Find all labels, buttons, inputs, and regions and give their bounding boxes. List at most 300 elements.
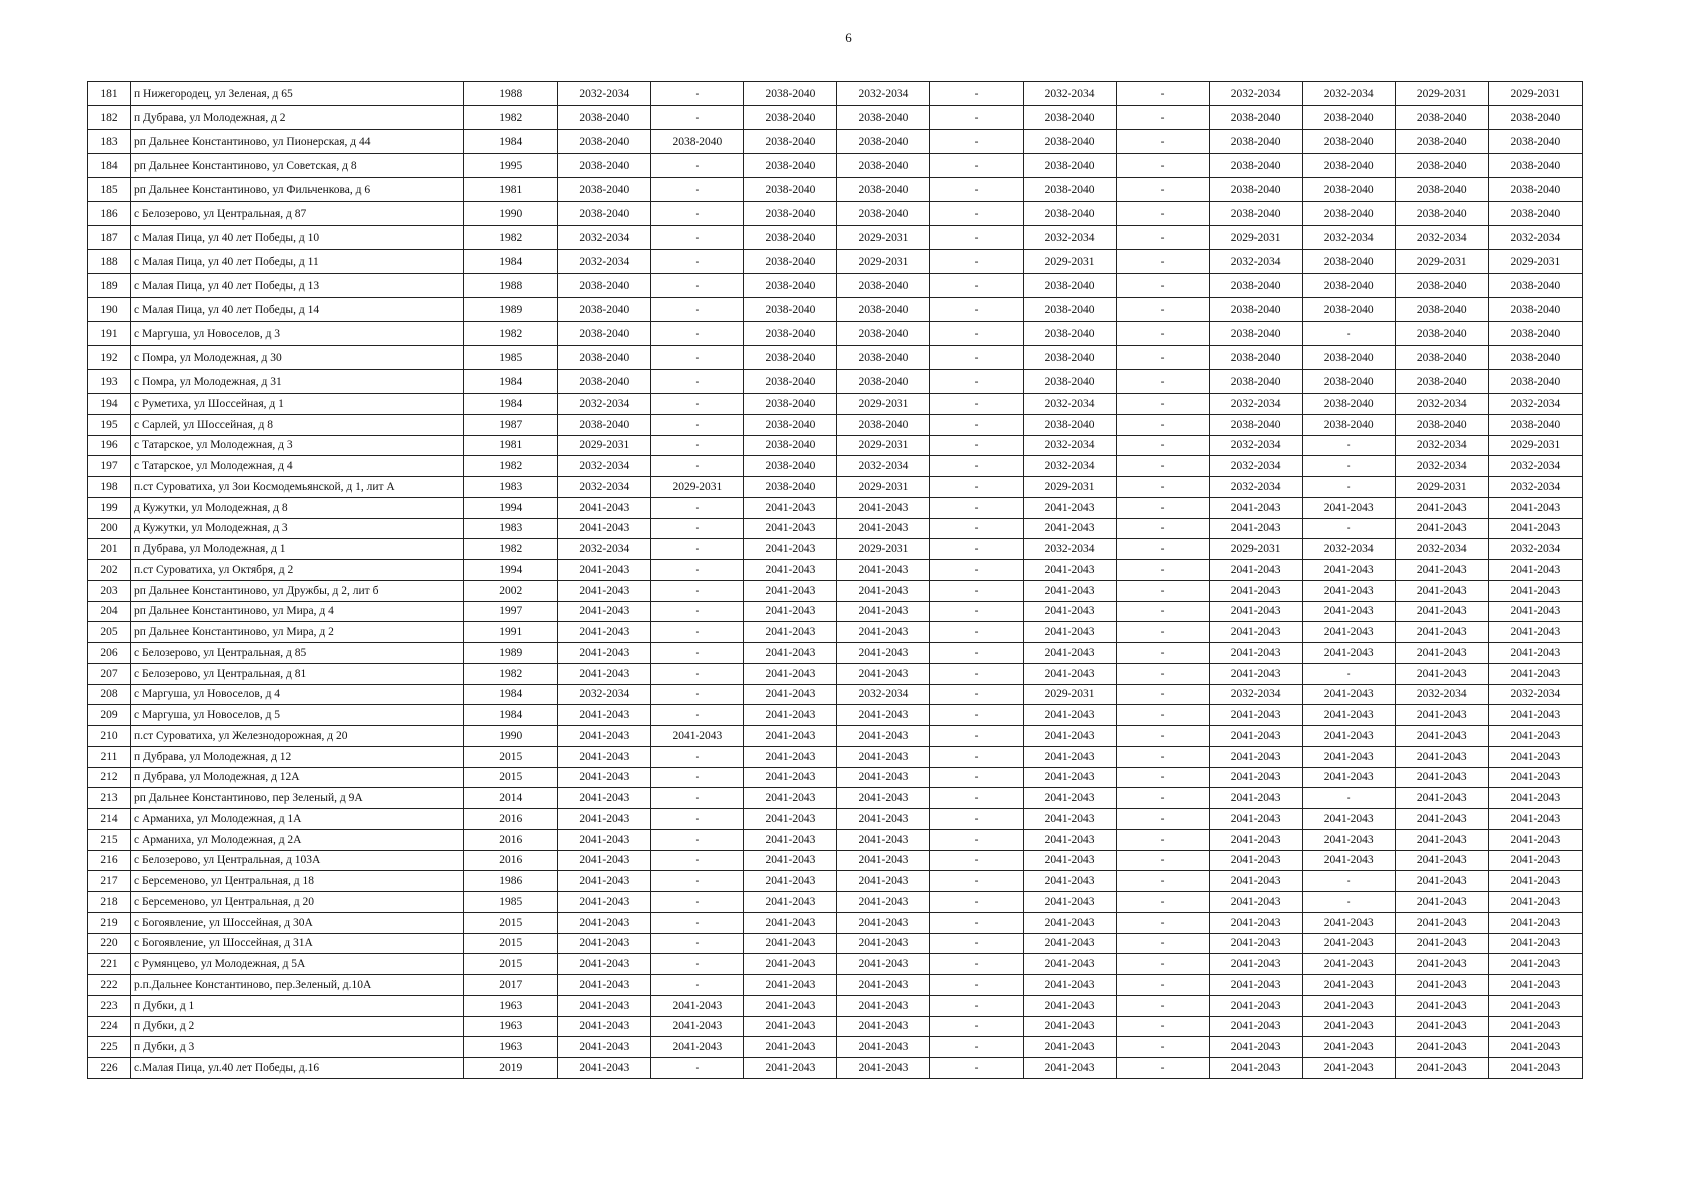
period-cell: 2029-2031 bbox=[1395, 82, 1488, 106]
period-cell: - bbox=[1116, 601, 1209, 622]
period-cell: 2038-2040 bbox=[744, 298, 837, 322]
address-cell: п Дубрава, ул Молодежная, д 2 bbox=[131, 106, 464, 130]
period-cell: 2041-2043 bbox=[558, 788, 651, 809]
address-cell: п Дубки, д 3 bbox=[131, 1037, 464, 1058]
table-row bbox=[88, 1037, 1583, 1058]
year-cell: 1991 bbox=[464, 622, 558, 643]
period-cell: 2038-2040 bbox=[837, 370, 930, 394]
period-cell: 2041-2043 bbox=[744, 1058, 837, 1079]
address-cell: с Татарское, ул Молодежная, д 4 bbox=[131, 456, 464, 477]
period-cell: 2038-2040 bbox=[837, 274, 930, 298]
address-cell: п Дубки, д 2 bbox=[131, 1016, 464, 1037]
period-cell: 2038-2040 bbox=[558, 274, 651, 298]
table-row bbox=[88, 497, 1583, 518]
period-cell: 2041-2043 bbox=[837, 560, 930, 581]
table-row bbox=[88, 954, 1583, 975]
period-cell: 2041-2043 bbox=[837, 933, 930, 954]
period-cell: - bbox=[651, 684, 744, 705]
period-cell: - bbox=[930, 154, 1023, 178]
period-cell: - bbox=[1116, 975, 1209, 996]
year-cell: 1984 bbox=[464, 684, 558, 705]
period-cell: 2041-2043 bbox=[1302, 954, 1395, 975]
period-cell: 2038-2040 bbox=[1209, 178, 1302, 202]
address-cell: п Нижегородец, ул Зеленая, д 65 bbox=[131, 82, 464, 106]
period-cell: 2038-2040 bbox=[744, 154, 837, 178]
period-cell: 2041-2043 bbox=[558, 518, 651, 539]
period-cell: - bbox=[930, 435, 1023, 456]
period-cell: - bbox=[1116, 663, 1209, 684]
period-cell: 2041-2043 bbox=[744, 871, 837, 892]
period-cell: 2041-2043 bbox=[558, 767, 651, 788]
period-cell: 2032-2034 bbox=[837, 684, 930, 705]
period-cell: - bbox=[1116, 746, 1209, 767]
table-row bbox=[88, 414, 1583, 435]
address-cell: с Маргуша, ул Новоселов, д 4 bbox=[131, 684, 464, 705]
period-cell: - bbox=[930, 414, 1023, 435]
period-cell: 2029-2031 bbox=[1023, 250, 1116, 274]
period-cell: 2041-2043 bbox=[1209, 497, 1302, 518]
period-cell: - bbox=[651, 274, 744, 298]
period-cell: 2041-2043 bbox=[744, 497, 837, 518]
period-cell: 2041-2043 bbox=[744, 684, 837, 705]
period-cell: 2032-2034 bbox=[1488, 226, 1582, 250]
table-row bbox=[88, 394, 1583, 415]
period-cell: 2041-2043 bbox=[837, 746, 930, 767]
period-cell: 2041-2043 bbox=[1302, 684, 1395, 705]
period-cell: 2038-2040 bbox=[744, 82, 837, 106]
period-cell: 2041-2043 bbox=[558, 643, 651, 664]
row-number-cell: 182 bbox=[88, 106, 131, 130]
period-cell: 2029-2031 bbox=[1023, 684, 1116, 705]
period-cell: 2041-2043 bbox=[744, 767, 837, 788]
period-cell: 2041-2043 bbox=[1209, 975, 1302, 996]
table-row bbox=[88, 975, 1583, 996]
period-cell: - bbox=[930, 580, 1023, 601]
row-number-cell: 206 bbox=[88, 643, 131, 664]
period-cell: 2041-2043 bbox=[1395, 746, 1488, 767]
period-cell: 2029-2031 bbox=[837, 250, 930, 274]
period-cell: 2038-2040 bbox=[1302, 394, 1395, 415]
year-cell: 1984 bbox=[464, 394, 558, 415]
year-cell: 1963 bbox=[464, 1016, 558, 1037]
period-cell: 2041-2043 bbox=[1488, 850, 1582, 871]
period-cell: 2041-2043 bbox=[837, 871, 930, 892]
period-cell: 2038-2040 bbox=[1302, 370, 1395, 394]
period-cell: 2041-2043 bbox=[1302, 912, 1395, 933]
period-cell: 2041-2043 bbox=[837, 975, 930, 996]
address-cell: с Малая Пица, ул 40 лет Победы, д 11 bbox=[131, 250, 464, 274]
row-number-cell: 186 bbox=[88, 202, 131, 226]
period-cell: 2038-2040 bbox=[744, 394, 837, 415]
period-cell: - bbox=[930, 663, 1023, 684]
period-cell: - bbox=[1116, 539, 1209, 560]
period-cell: - bbox=[651, 178, 744, 202]
period-cell: - bbox=[1116, 497, 1209, 518]
period-cell: 2041-2043 bbox=[1302, 975, 1395, 996]
year-cell: 1994 bbox=[464, 560, 558, 581]
table-row bbox=[88, 346, 1583, 370]
period-cell: 2038-2040 bbox=[1488, 322, 1582, 346]
period-cell: - bbox=[651, 622, 744, 643]
period-cell: 2041-2043 bbox=[1302, 622, 1395, 643]
period-cell: - bbox=[930, 539, 1023, 560]
address-cell: д Кужутки, ул Молодежная, д 3 bbox=[131, 518, 464, 539]
period-cell: - bbox=[651, 154, 744, 178]
period-cell: - bbox=[1116, 154, 1209, 178]
period-cell: 2038-2040 bbox=[1302, 178, 1395, 202]
period-cell: 2041-2043 bbox=[1302, 497, 1395, 518]
period-cell: 2038-2040 bbox=[1395, 414, 1488, 435]
table-row bbox=[88, 726, 1583, 747]
period-cell: - bbox=[1116, 82, 1209, 106]
period-cell: 2029-2031 bbox=[1395, 250, 1488, 274]
period-cell: 2041-2043 bbox=[1209, 560, 1302, 581]
period-cell: - bbox=[651, 539, 744, 560]
period-cell: 2041-2043 bbox=[1209, 643, 1302, 664]
period-cell: 2032-2034 bbox=[1488, 477, 1582, 498]
period-cell: 2038-2040 bbox=[1488, 346, 1582, 370]
year-cell: 1981 bbox=[464, 178, 558, 202]
address-cell: рп Дальнее Константиново, ул Советская, д 8 bbox=[131, 154, 464, 178]
period-cell: 2038-2040 bbox=[1395, 178, 1488, 202]
period-cell: - bbox=[651, 788, 744, 809]
period-cell: - bbox=[930, 250, 1023, 274]
year-cell: 1982 bbox=[464, 226, 558, 250]
period-cell: 2038-2040 bbox=[744, 414, 837, 435]
year-cell: 1985 bbox=[464, 346, 558, 370]
period-cell: - bbox=[1302, 663, 1395, 684]
period-cell: 2029-2031 bbox=[837, 435, 930, 456]
period-cell: 2041-2043 bbox=[1209, 933, 1302, 954]
period-cell: 2038-2040 bbox=[744, 370, 837, 394]
period-cell: - bbox=[1116, 912, 1209, 933]
period-cell: - bbox=[651, 435, 744, 456]
period-cell: - bbox=[1116, 684, 1209, 705]
address-cell: с Малая Пица, ул 40 лет Победы, д 10 bbox=[131, 226, 464, 250]
period-cell: - bbox=[1116, 1058, 1209, 1079]
period-cell: 2041-2043 bbox=[1488, 643, 1582, 664]
period-cell: 2041-2043 bbox=[1302, 601, 1395, 622]
period-cell: 2041-2043 bbox=[1023, 518, 1116, 539]
period-cell: 2038-2040 bbox=[744, 250, 837, 274]
period-cell: 2041-2043 bbox=[1023, 705, 1116, 726]
period-cell: 2041-2043 bbox=[1023, 788, 1116, 809]
period-cell: - bbox=[930, 809, 1023, 830]
period-cell: 2032-2034 bbox=[1209, 82, 1302, 106]
period-cell: 2038-2040 bbox=[744, 322, 837, 346]
period-cell: 2038-2040 bbox=[1488, 106, 1582, 130]
address-cell: п.ст Суроватиха, ул Зои Космодемьянской, д 1, лит А bbox=[131, 477, 464, 498]
period-cell: 2041-2043 bbox=[558, 850, 651, 871]
row-number-cell: 224 bbox=[88, 1016, 131, 1037]
period-cell: 2041-2043 bbox=[1023, 1016, 1116, 1037]
period-cell: 2041-2043 bbox=[1395, 767, 1488, 788]
row-number-cell: 190 bbox=[88, 298, 131, 322]
period-cell: 2038-2040 bbox=[558, 202, 651, 226]
period-cell: 2041-2043 bbox=[1023, 933, 1116, 954]
row-number-cell: 184 bbox=[88, 154, 131, 178]
year-cell: 1989 bbox=[464, 298, 558, 322]
period-cell: - bbox=[651, 705, 744, 726]
period-cell: 2041-2043 bbox=[1302, 580, 1395, 601]
address-cell: с Арманиха, ул Молодежная, д 2А bbox=[131, 829, 464, 850]
period-cell: - bbox=[1302, 788, 1395, 809]
address-cell: с Богоявление, ул Шоссейная, д 30А bbox=[131, 912, 464, 933]
period-cell: 2041-2043 bbox=[558, 912, 651, 933]
table-row bbox=[88, 298, 1583, 322]
address-cell: п Дубрава, ул Молодежная, д 12 bbox=[131, 746, 464, 767]
period-cell: 2041-2043 bbox=[1209, 1058, 1302, 1079]
table-row bbox=[88, 643, 1583, 664]
period-cell: 2041-2043 bbox=[1023, 892, 1116, 913]
period-cell: - bbox=[1116, 106, 1209, 130]
period-cell: 2041-2043 bbox=[744, 622, 837, 643]
period-cell: 2038-2040 bbox=[1023, 202, 1116, 226]
period-cell: 2041-2043 bbox=[1023, 560, 1116, 581]
period-cell: 2038-2040 bbox=[1209, 346, 1302, 370]
period-cell: 2041-2043 bbox=[1488, 809, 1582, 830]
row-number-cell: 226 bbox=[88, 1058, 131, 1079]
period-cell: - bbox=[651, 1058, 744, 1079]
table-row bbox=[88, 663, 1583, 684]
period-cell: - bbox=[930, 106, 1023, 130]
period-cell: - bbox=[1116, 726, 1209, 747]
period-cell: 2041-2043 bbox=[1302, 933, 1395, 954]
period-cell: - bbox=[930, 726, 1023, 747]
period-cell: 2038-2040 bbox=[558, 414, 651, 435]
table-row bbox=[88, 684, 1583, 705]
year-cell: 1984 bbox=[464, 250, 558, 274]
period-cell: 2041-2043 bbox=[1488, 1037, 1582, 1058]
period-cell: - bbox=[651, 767, 744, 788]
period-cell: 2041-2043 bbox=[1023, 829, 1116, 850]
period-cell: 2041-2043 bbox=[744, 995, 837, 1016]
period-cell: 2038-2040 bbox=[1395, 106, 1488, 130]
table-row bbox=[88, 202, 1583, 226]
period-cell: 2038-2040 bbox=[558, 322, 651, 346]
period-cell: - bbox=[1116, 414, 1209, 435]
period-cell: 2032-2034 bbox=[1488, 394, 1582, 415]
address-cell: п Дубки, д 1 bbox=[131, 995, 464, 1016]
period-cell: 2038-2040 bbox=[1302, 154, 1395, 178]
period-cell: 2038-2040 bbox=[558, 370, 651, 394]
period-cell: 2029-2031 bbox=[837, 477, 930, 498]
period-cell: 2029-2031 bbox=[1488, 250, 1582, 274]
year-cell: 2017 bbox=[464, 975, 558, 996]
period-cell: 2041-2043 bbox=[837, 1037, 930, 1058]
row-number-cell: 202 bbox=[88, 560, 131, 581]
period-cell: - bbox=[1116, 178, 1209, 202]
year-cell: 1982 bbox=[464, 322, 558, 346]
year-cell: 1990 bbox=[464, 202, 558, 226]
period-cell: - bbox=[930, 705, 1023, 726]
year-cell: 1997 bbox=[464, 601, 558, 622]
period-cell: 2038-2040 bbox=[1302, 130, 1395, 154]
year-cell: 1990 bbox=[464, 726, 558, 747]
period-cell: - bbox=[1116, 346, 1209, 370]
period-cell: 2038-2040 bbox=[1023, 274, 1116, 298]
row-number-cell: 219 bbox=[88, 912, 131, 933]
period-cell: 2041-2043 bbox=[1209, 746, 1302, 767]
period-cell: 2041-2043 bbox=[744, 518, 837, 539]
period-cell: - bbox=[1116, 298, 1209, 322]
period-cell: - bbox=[930, 1016, 1023, 1037]
period-cell: 2038-2040 bbox=[744, 456, 837, 477]
period-cell: 2041-2043 bbox=[1302, 1037, 1395, 1058]
period-cell: - bbox=[1302, 456, 1395, 477]
row-number-cell: 204 bbox=[88, 601, 131, 622]
period-cell: 2038-2040 bbox=[651, 130, 744, 154]
row-number-cell: 213 bbox=[88, 788, 131, 809]
period-cell: - bbox=[1116, 622, 1209, 643]
address-cell: с Арманиха, ул Молодежная, д 1А bbox=[131, 809, 464, 830]
table-row bbox=[88, 746, 1583, 767]
period-cell: 2038-2040 bbox=[1023, 414, 1116, 435]
period-cell: 2041-2043 bbox=[1209, 1016, 1302, 1037]
period-cell: 2038-2040 bbox=[837, 178, 930, 202]
period-cell: 2041-2043 bbox=[837, 705, 930, 726]
row-number-cell: 199 bbox=[88, 497, 131, 518]
period-cell: 2032-2034 bbox=[1023, 226, 1116, 250]
table-row bbox=[88, 705, 1583, 726]
period-cell: 2038-2040 bbox=[837, 298, 930, 322]
period-cell: - bbox=[651, 829, 744, 850]
row-number-cell: 181 bbox=[88, 82, 131, 106]
address-cell: с Румянцево, ул Молодежная, д 5А bbox=[131, 954, 464, 975]
period-cell: - bbox=[1116, 394, 1209, 415]
year-cell: 1984 bbox=[464, 705, 558, 726]
year-cell: 1987 bbox=[464, 414, 558, 435]
period-cell: - bbox=[930, 82, 1023, 106]
period-cell: 2041-2043 bbox=[1302, 829, 1395, 850]
period-cell: 2041-2043 bbox=[1488, 892, 1582, 913]
period-cell: - bbox=[651, 871, 744, 892]
address-cell: с Белозерово, ул Центральная, д 87 bbox=[131, 202, 464, 226]
row-number-cell: 194 bbox=[88, 394, 131, 415]
table-row bbox=[88, 560, 1583, 581]
row-number-cell: 196 bbox=[88, 435, 131, 456]
row-number-cell: 200 bbox=[88, 518, 131, 539]
period-cell: 2038-2040 bbox=[1395, 130, 1488, 154]
year-cell: 2014 bbox=[464, 788, 558, 809]
period-cell: 2038-2040 bbox=[1023, 346, 1116, 370]
period-cell: 2041-2043 bbox=[1488, 497, 1582, 518]
period-cell: - bbox=[930, 298, 1023, 322]
period-cell: 2041-2043 bbox=[1488, 560, 1582, 581]
period-cell: 2041-2043 bbox=[1488, 788, 1582, 809]
year-cell: 2016 bbox=[464, 809, 558, 830]
period-cell: - bbox=[1116, 477, 1209, 498]
period-cell: - bbox=[1116, 560, 1209, 581]
period-cell: 2041-2043 bbox=[1302, 560, 1395, 581]
period-cell: 2038-2040 bbox=[1023, 106, 1116, 130]
year-cell: 2015 bbox=[464, 933, 558, 954]
table-body bbox=[88, 82, 1583, 1079]
year-cell: 1988 bbox=[464, 82, 558, 106]
table-row bbox=[88, 580, 1583, 601]
period-cell: 2038-2040 bbox=[1209, 130, 1302, 154]
period-cell: 2038-2040 bbox=[1209, 106, 1302, 130]
table-row bbox=[88, 995, 1583, 1016]
period-cell: 2041-2043 bbox=[1302, 1016, 1395, 1037]
table-row bbox=[88, 767, 1583, 788]
period-cell: 2038-2040 bbox=[1023, 154, 1116, 178]
period-cell: 2038-2040 bbox=[1023, 298, 1116, 322]
period-cell: 2041-2043 bbox=[1209, 829, 1302, 850]
year-cell: 1983 bbox=[464, 518, 558, 539]
period-cell: - bbox=[651, 850, 744, 871]
period-cell: - bbox=[930, 933, 1023, 954]
period-cell: 2041-2043 bbox=[837, 622, 930, 643]
period-cell: 2041-2043 bbox=[1023, 726, 1116, 747]
period-cell: 2032-2034 bbox=[837, 82, 930, 106]
period-cell: 2041-2043 bbox=[1209, 767, 1302, 788]
period-cell: 2041-2043 bbox=[1395, 829, 1488, 850]
period-cell: 2041-2043 bbox=[1209, 726, 1302, 747]
period-cell: 2041-2043 bbox=[1209, 705, 1302, 726]
period-cell: - bbox=[651, 322, 744, 346]
table-row bbox=[88, 1016, 1583, 1037]
period-cell: 2041-2043 bbox=[744, 954, 837, 975]
address-cell: с Руметиха, ул Шоссейная, д 1 bbox=[131, 394, 464, 415]
period-cell: - bbox=[1116, 705, 1209, 726]
period-cell: 2038-2040 bbox=[744, 346, 837, 370]
period-cell: 2041-2043 bbox=[837, 497, 930, 518]
period-cell: 2041-2043 bbox=[1209, 850, 1302, 871]
period-cell: 2038-2040 bbox=[837, 130, 930, 154]
table-row bbox=[88, 322, 1583, 346]
period-cell: - bbox=[1116, 871, 1209, 892]
period-cell: 2038-2040 bbox=[558, 106, 651, 130]
period-cell: 2041-2043 bbox=[558, 580, 651, 601]
period-cell: 2041-2043 bbox=[837, 518, 930, 539]
period-cell: - bbox=[930, 850, 1023, 871]
year-cell: 1988 bbox=[464, 274, 558, 298]
row-number-cell: 201 bbox=[88, 539, 131, 560]
period-cell: 2041-2043 bbox=[1302, 746, 1395, 767]
page-number: 6 bbox=[845, 30, 852, 45]
period-cell: - bbox=[651, 580, 744, 601]
period-cell: 2038-2040 bbox=[1395, 346, 1488, 370]
period-cell: 2041-2043 bbox=[558, 954, 651, 975]
table-row bbox=[88, 1058, 1583, 1079]
period-cell: 2041-2043 bbox=[744, 705, 837, 726]
period-cell: 2038-2040 bbox=[1302, 202, 1395, 226]
row-number-cell: 185 bbox=[88, 178, 131, 202]
period-cell: 2038-2040 bbox=[1395, 274, 1488, 298]
period-cell: 2041-2043 bbox=[1209, 788, 1302, 809]
period-cell: 2038-2040 bbox=[1023, 130, 1116, 154]
period-cell: 2041-2043 bbox=[1488, 580, 1582, 601]
period-cell: 2032-2034 bbox=[1395, 684, 1488, 705]
period-cell: - bbox=[930, 202, 1023, 226]
period-cell: 2041-2043 bbox=[1023, 975, 1116, 996]
period-cell: 2038-2040 bbox=[558, 130, 651, 154]
period-cell: - bbox=[651, 912, 744, 933]
row-number-cell: 205 bbox=[88, 622, 131, 643]
table-row bbox=[88, 154, 1583, 178]
period-cell: - bbox=[1116, 226, 1209, 250]
period-cell: 2038-2040 bbox=[1488, 274, 1582, 298]
table-row bbox=[88, 809, 1583, 830]
period-cell: - bbox=[930, 746, 1023, 767]
period-cell: - bbox=[651, 497, 744, 518]
period-cell: 2041-2043 bbox=[744, 788, 837, 809]
period-cell: - bbox=[651, 456, 744, 477]
period-cell: 2041-2043 bbox=[1488, 705, 1582, 726]
period-cell: 2032-2034 bbox=[1023, 435, 1116, 456]
year-cell: 1984 bbox=[464, 130, 558, 154]
